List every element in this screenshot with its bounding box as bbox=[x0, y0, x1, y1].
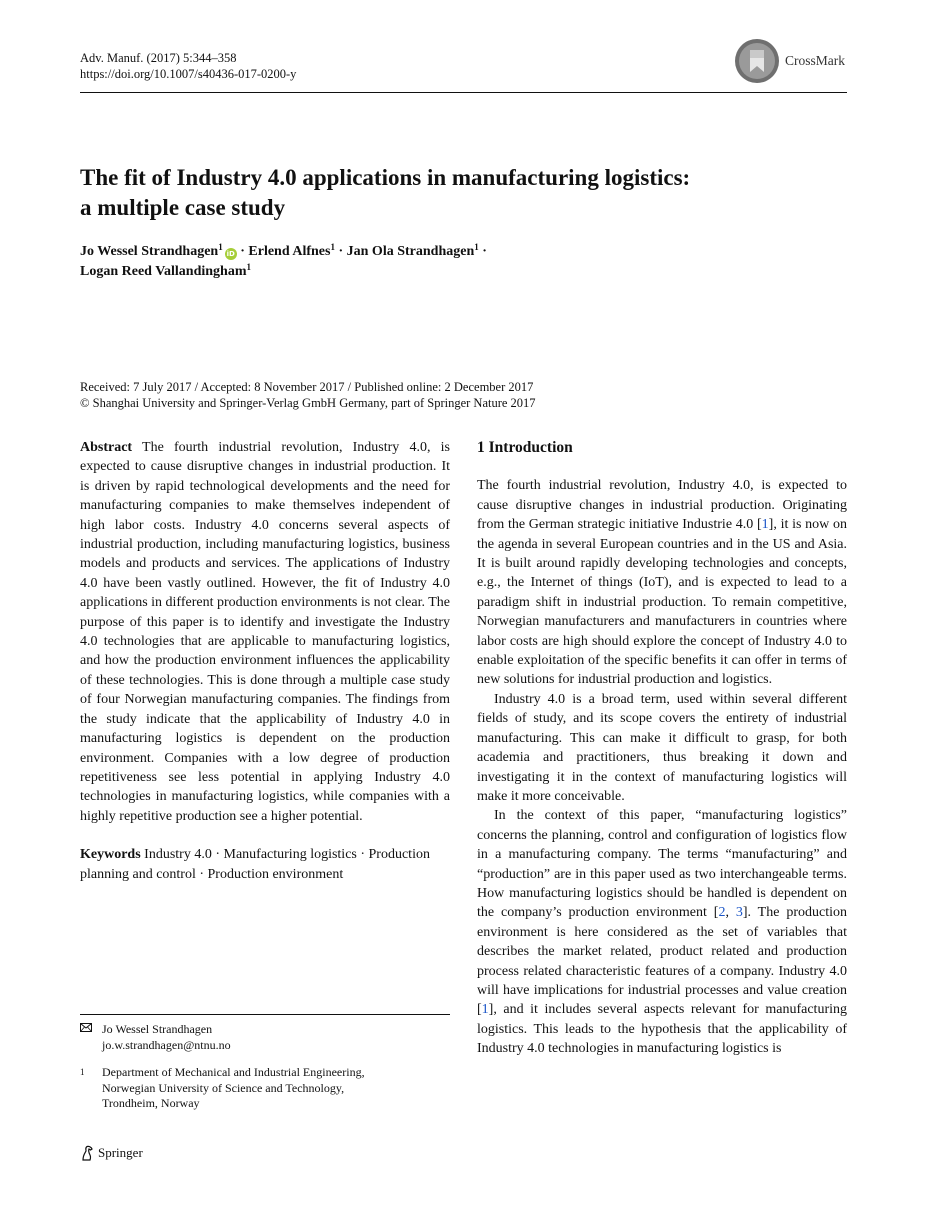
affiliation-mark: 1 bbox=[474, 242, 479, 252]
abstract-text: The fourth industrial revolution, Industry 4.0, is expected to cause disruptive changes in industrial production. It is driven by rapid technological developments and the need for manufacturing companies to make themselves independent of high labor costs. Industry 4.0 concerns several aspects of industrial production, including manufacturing logistics, business models and products and services. The applications of Industry 4.0 have been vastly outlined. However, the fit of Industry 4.0 applications in different production environments is not clear. The purpose of this paper is to identify and investigate the Industry 4.0 technologies that are applicable to manufacturing logistics, and how the production environment influences the applicability of these technologies. This is done through a multiple case study of four Norwegian manufacturing companies. The findings from the study indicate that the applicability of Industry 4.0 in manufacturing logistics is dependent on the production environment. Companies with a low degree of production repetitiveness see less potential in applying Industry 4.0 technologies in manufacturing logistics, while companies with a highly repetitive production see a higher potential. bbox=[80, 440, 451, 824]
header-rule bbox=[80, 92, 847, 93]
title-line-2: a multiple case study bbox=[80, 195, 286, 220]
citation-link[interactable]: 1 bbox=[761, 517, 769, 533]
corresponding-name: Jo Wessel Strandhagen bbox=[102, 1022, 213, 1036]
text-run: , bbox=[725, 905, 736, 921]
keywords bbox=[80, 845, 450, 884]
copyright-line: © Shanghai University and Springer-Verlag GmbH Germany, part of Springer Nature 2017 bbox=[80, 396, 536, 410]
affiliation-mark: 1 bbox=[218, 242, 223, 252]
crossmark-badge[interactable] bbox=[734, 38, 845, 84]
journal-citation: Adv. Manuf. (2017) 5:344–358 bbox=[80, 51, 237, 65]
keywords-text: Industry 4.0 · Manufacturing logistics · Production planning and control · Production environment bbox=[80, 847, 430, 882]
section-heading: 1 Introduction bbox=[477, 439, 573, 456]
affiliation-mark: 1 bbox=[246, 262, 251, 272]
footnote-rule bbox=[80, 1014, 450, 1015]
crossmark-icon bbox=[734, 38, 780, 84]
citation-link[interactable]: 2 bbox=[718, 905, 726, 921]
affiliation-line: Trondheim, Norway bbox=[102, 1096, 200, 1110]
text-run: The fourth industrial revolution, Industry 4.0, is expected to cause disruptive changes in industrial production. Originating from the German strategic initiative Industrie 4.0 [ bbox=[477, 478, 847, 533]
springer-horse-icon bbox=[80, 1145, 94, 1161]
publication-dates bbox=[80, 379, 847, 411]
author-name[interactable]: Jo Wessel Strandhagen bbox=[80, 244, 219, 259]
citation-link[interactable]: 3 bbox=[735, 905, 743, 921]
author-name[interactable]: Logan Reed Vallandingham bbox=[80, 264, 247, 279]
text-run: ], and it includes several aspects relevant for manufacturing logistics. This leads to the hypothesis that the applicability of Industry 4.0 technologies in manufacturing logistics is bbox=[477, 1002, 847, 1057]
text-run: In the context of this paper, “manufacturing logistics” concerns the planning, control and configuration of logistics flow in a manufacturing company. The terms “manufacturing” and “production” are in this paper used as two interchangeable terms. How manufacturing logistics should be handled is dependent on the company’s production environment [ bbox=[477, 808, 847, 921]
author-name[interactable]: Erlend Alfnes bbox=[248, 244, 331, 259]
affiliation-number: 1 bbox=[80, 1067, 85, 1077]
envelope-icon bbox=[80, 1022, 102, 1053]
crossmark-label: CrossMark bbox=[785, 53, 845, 68]
affiliation bbox=[80, 1065, 450, 1112]
abstract bbox=[80, 438, 450, 826]
intro-paragraph-3 bbox=[477, 806, 847, 1058]
keywords-label: Keywords bbox=[80, 847, 141, 863]
text-run: ]. The production environment is here considered as the set of variables that describes the market related, product related and production process related characteristic features of a company. Industry 4.0 will have implications for industrial processes and value creation [ bbox=[477, 905, 847, 1018]
footnotes bbox=[80, 1022, 450, 1112]
abstract-label: Abstract bbox=[80, 440, 133, 455]
citation-link[interactable]: 1 bbox=[481, 1002, 489, 1018]
dates-line: Received: 7 July 2017 / Accepted: 8 November 2017 / Published online: 2 December 2017 bbox=[80, 380, 534, 394]
right-column bbox=[477, 438, 847, 1059]
author-list: Jo Wessel Strandhagen$^1$iD · Erlend Alfnes$^1$ · Jan Ola Strandhagen$^1$ · Logan Reed Vallandingham$^1$ bbox=[80, 242, 487, 279]
doi-link[interactable]: https://doi.org/10.1007/s40436-017-0200-y bbox=[80, 67, 297, 81]
intro-paragraph-1 bbox=[477, 476, 847, 689]
orcid-icon[interactable]: iD bbox=[226, 250, 235, 258]
publisher-footer bbox=[80, 1145, 143, 1161]
left-column bbox=[80, 438, 450, 884]
affiliation-line: Department of Mechanical and Industrial Engineering, bbox=[102, 1065, 365, 1079]
intro-paragraph-2: Industry 4.0 is a broad term, used within several different fields of study, and its scope covers the entirety of industrial manufacturing. This can make it difficult to grasp, for both academia and practitioners, thus breaking it down and investigating it in the context of manufacturing logistics will make it more conceivable. bbox=[477, 691, 847, 804]
publisher-name: Springer bbox=[98, 1145, 143, 1160]
affiliation-line: Norwegian University of Science and Technology, bbox=[102, 1080, 345, 1095]
affiliation-mark: 1 bbox=[330, 242, 335, 252]
corresponding-author bbox=[80, 1022, 450, 1053]
title-line-1: The fit of Industry 4.0 applications in manufacturing logistics: bbox=[80, 165, 691, 190]
journal-header bbox=[80, 50, 296, 82]
paper-title bbox=[80, 163, 840, 223]
author-name[interactable]: Jan Ola Strandhagen bbox=[346, 244, 475, 259]
text-run: ], it is now on the agenda in several European countries and in the US and Asia. It is built around rapidly developing technologies and concepts, e.g., the Internet of things (IoT), and is expected to lead to a paradigm shift in industrial production. To remain competitive, Norwegian manufacturers and manufacturers in countries where labor costs are high should explore the concept of Industry 4.0 to enable exploitation of the specific benefits it can offer in terms of new solutions for industrial production and logistics. bbox=[477, 517, 847, 688]
corresponding-email[interactable]: jo.w.strandhagen@ntnu.no bbox=[102, 1037, 231, 1052]
